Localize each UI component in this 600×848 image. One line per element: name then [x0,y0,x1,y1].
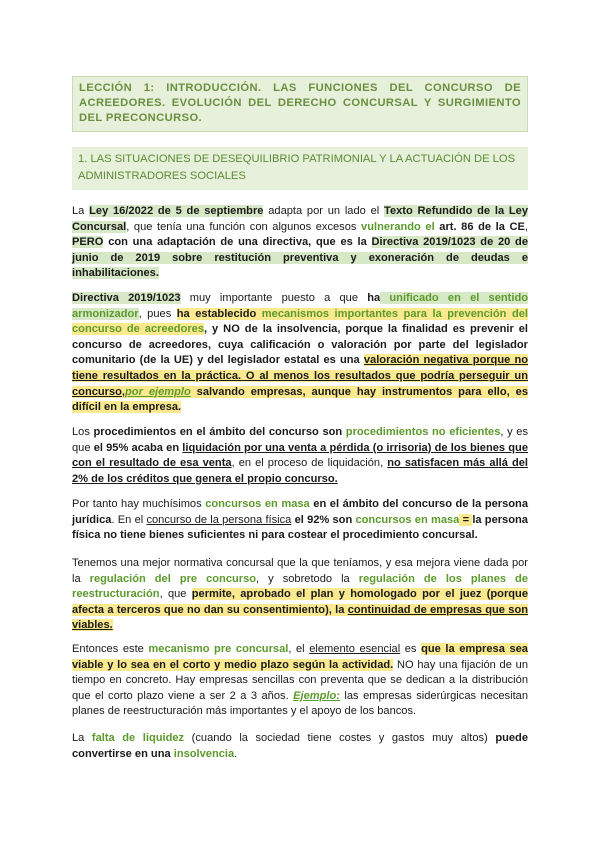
paragraph-1: La Ley 16/2022 de 5 de septiembre adapta por un lado el Texto Refundido de la Ley Concursal, que tenía una función con algunos excesos vulnerando el art. 86 de la CE, PERO con una adaptación de una directiva, que es la Directiva 2019/1023 de 20 de junio de 2019 sobre restitución preventiva y exoneración de deudas e inhabilitaciones. [72,205,529,280]
paragraph-3: Los procedimientos en el ámbito del concurso son procedimientos no eficientes, y es que el 95% acaba en liquidación por una venta a pérdida (o irrisoria) de los bienes que con el resultado de esa venta, en el proceso de liquidación, no satisfacen más allá del 2% de los créditos que genera el propio concurso. [72,426,529,485]
lesson-title: LECCIÓN 1: INTRODUCCIÓN. LAS FUNCIONES DEL CONCURSO DE ACREEDORES. EVOLUCIÓN DEL DERECHO CONCURSAL Y SURGIMIENTO DEL PRECONCURSO. [79,82,521,124]
paragraph-4: Por tanto hay muchísimos concursos en masa en el ámbito del concurso de la persona jurídica. En el concurso de la persona física el 92% son concursos en masa = la persona física no tiene bienes suficientes ni para costear el procedimiento concursal. [72,498,528,542]
paragraph-5: Tenemos una mejor normativa concursal que la que teníamos, y esa mejora viene dada por la regulación del pre concurso, y sobretodo la regulación de los planes de reestructuración, que permite, aprobado el plan y homologado por el juez (porque afecta a terceros que no dan su consentimiento), la continuidad de empresas que son viables. [72,557,529,632]
lesson-title-box [72,76,528,132]
paragraph-2: Directiva 2019/1023 muy importante puesto a que ha unificado en el sentido armonizador, pues ha establecido mecanismos importantes para la prevención del concurso de acreedores, y NO de la insolvencia, porque la finalidad es prevenir el concurso de acreedores, cuya calificación o valoración por parte del legislador comunitario (de la UE) y del legislador estatal es una valoración negativa porque no tiene resultados en la práctica. O al menos los resultados que podría perseguir un concurso,por ejemplo salvando empresas, aunque hay instrumentos para ello, es difícil en la empresa. [72,292,529,414]
section-heading-box [72,147,528,190]
paragraph-7: La falta de liquidez (cuando la sociedad tiene costes y gastos muy altos) puede convertirse en una insolvencia. [72,732,528,760]
section-heading: 1. LAS SITUACIONES DE DESEQUILIBRIO PATRIMONIAL Y LA ACTUACIÓN DE LOS ADMINISTRADORES SOCIALES [78,153,516,182]
paragraph-6: Entonces este mecanismo pre concursal, el elemento esencial es que la empresa sea viable y lo sea en el corto y medio plazo según la actividad. NO hay una fijación de un tiempo en concreto. Hay empresas sencillas con preventa que se dedican a la distribución que el corto plazo viene a ser 2 a 3 años. Ejemplo: las empresas siderúrgicas necesitan planes de reestructuración más importantes y el apoyo de los bancos. [72,643,528,718]
